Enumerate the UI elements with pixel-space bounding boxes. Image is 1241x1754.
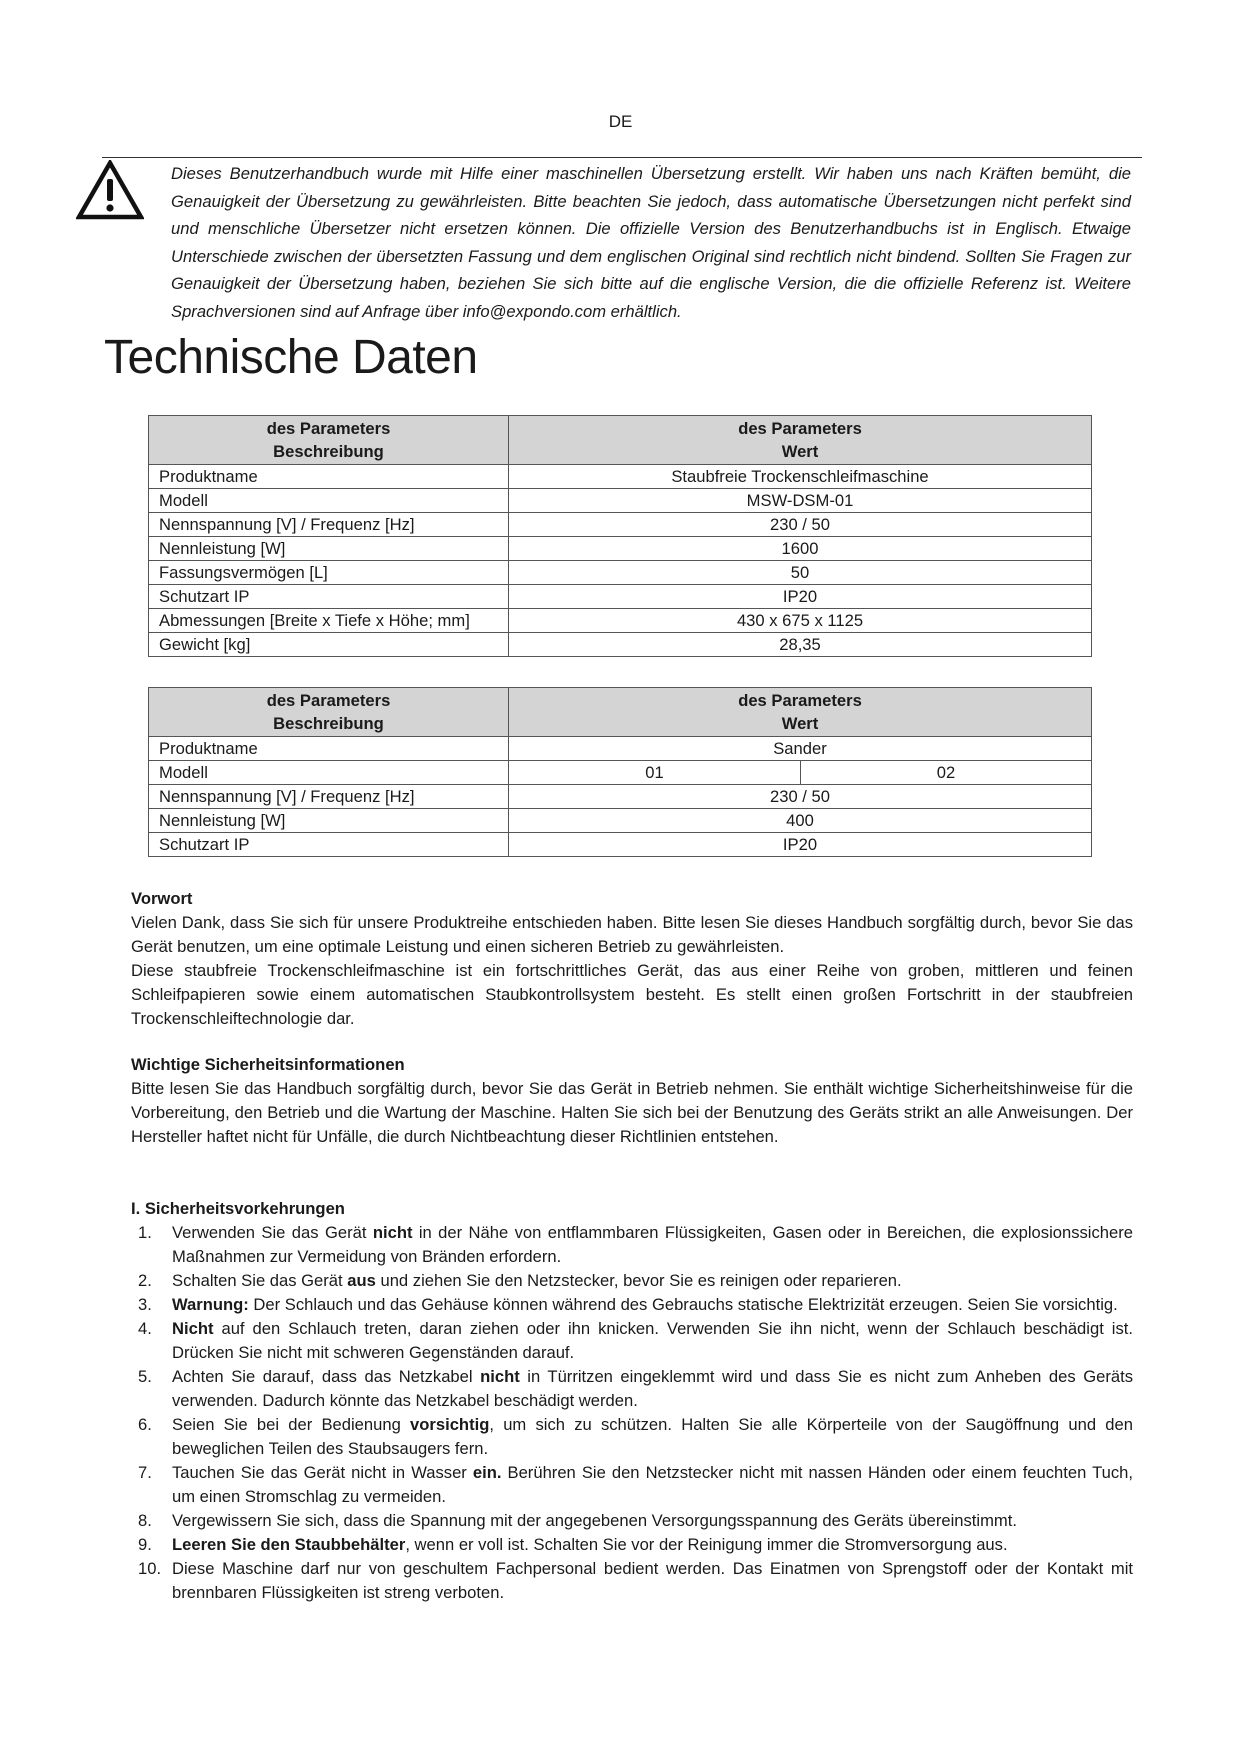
list-item <box>131 1365 1133 1413</box>
param-label: Nennspannung [V] / Frequenz [Hz] <box>149 513 509 537</box>
param-label: Produktname <box>149 465 509 489</box>
list-item-text-post: , wenn er voll ist. Schalten Sie vor der Reinigung immer die Stromversorgung aus. <box>405 1535 1008 1554</box>
list-item-text-pre: Diese Maschine darf nur von geschultem Fachpersonal bedient werden. Das Einatmen von Sprengstoff oder der Kontakt mit brennbaren Flüssigkeiten ist streng verboten. <box>172 1559 1133 1602</box>
param-label: Schutzart IP <box>149 833 509 857</box>
list-item-text-bold: aus <box>347 1271 376 1290</box>
param-label: Abmessungen [Breite x Tiefe x Höhe; mm] <box>149 609 509 633</box>
list-item <box>131 1269 1133 1293</box>
list-item <box>131 1509 1133 1533</box>
list-item-text-pre: Achten Sie darauf, dass das Netzkabel <box>172 1367 481 1386</box>
param-label: Modell <box>149 489 509 513</box>
param-value: 230 / 50 <box>509 513 1092 537</box>
table-header-row <box>149 688 1092 737</box>
table-row <box>149 785 1092 809</box>
param-label: Produktname <box>149 737 509 761</box>
list-item-text-post: , um sich zu schützen. Halten Sie alle Körperteile von der Saugöffnung und den beweglichen Teilen des Staubsaugers fern. <box>172 1415 1133 1458</box>
list-item-text-pre: Schalten Sie das Gerät <box>172 1271 348 1290</box>
table-row <box>149 585 1092 609</box>
list-item <box>131 1557 1133 1605</box>
table-row <box>149 513 1092 537</box>
param-value: 50 <box>509 561 1092 585</box>
header-value-line2: Wert <box>781 714 819 733</box>
list-item-number: 7. <box>138 1463 152 1482</box>
page-title: Technische Daten <box>104 331 478 384</box>
list-item <box>131 1461 1133 1509</box>
safety-info-text: Bitte lesen Sie das Handbuch sorgfältig durch, bevor Sie das Gerät in Betrieb nehmen. Sie enthält wichtige Sicherheitshinweise für die Vorbereitung, den Betrieb und die Wartung der Maschine. Halten Sie sich bei der Benutzung des Geräts strikt an alle Anweisungen. Der Hersteller haftet nicht für Unfälle, die durch Nichtbeachtung dieser Richtlinien entstehen. <box>131 1079 1133 1146</box>
list-item-number: 9. <box>138 1535 152 1554</box>
safety-info-heading: Wichtige Sicherheitsinformationen <box>131 1055 405 1074</box>
param-value: MSW-DSM-01 <box>509 489 1092 513</box>
table-row <box>149 809 1092 833</box>
list-item-number: 5. <box>138 1367 152 1386</box>
list-item-text-post: in Türritzen eingeklemmt wird und dass Sie es nicht zum Anheben des Geräts verwenden. Dadurch könnte das Netzkabel beschädigt werden. <box>172 1367 1133 1410</box>
foreword-section <box>131 887 1133 1031</box>
list-item-number: 3. <box>138 1295 152 1314</box>
list-item-number: 8. <box>138 1511 152 1530</box>
header-description <box>149 416 509 465</box>
param-value: Staubfreie Trockenschleifmaschine <box>509 465 1092 489</box>
header-value-line2: Wert <box>781 442 819 461</box>
param-value: 28,35 <box>509 633 1092 657</box>
page-language-label: DE <box>608 112 633 131</box>
param-label: Nennleistung [W] <box>149 537 509 561</box>
foreword-paragraph-2: Diese staubfreie Trockenschleifmaschine ist ein fortschrittliches Gerät, das aus einer Reihe von groben, mittleren und feinen Schleifpapieren sowie einem automatischen Staubkontrollsystem besteht. Es stellt einen großen Fortschritt in der staubfreien Trockenschleiftechnologie dar. <box>131 961 1133 1028</box>
list-item-text-pre: Verwenden Sie das Gerät <box>172 1223 373 1242</box>
list-item <box>131 1293 1133 1317</box>
table-row <box>149 737 1092 761</box>
param-label: Schutzart IP <box>149 585 509 609</box>
list-item-text-bold: Nicht <box>172 1319 214 1338</box>
param-value: IP20 <box>509 585 1092 609</box>
header-value-line1: des Parameters <box>738 691 862 710</box>
list-item-text-bold: nicht <box>480 1367 520 1386</box>
list-item-text-bold: ein. <box>472 1463 502 1482</box>
table-header-row <box>149 416 1092 465</box>
list-item-text-pre: Vergewissern Sie sich, dass die Spannung mit der angegebenen Versorgungsspannung des Geräts übereinstimmt. <box>172 1511 1017 1530</box>
list-item-text-post: Der Schlauch und das Gehäuse können während des Gebrauchs statische Elektrizität erzeugen. Seien Sie vorsichtig. <box>248 1295 1118 1314</box>
header-value-line1: des Parameters <box>738 419 862 438</box>
param-value: 1600 <box>509 537 1092 561</box>
param-label: Nennleistung [W] <box>149 809 509 833</box>
header-description-line1: des Parameters <box>266 419 391 438</box>
foreword-heading: Vorwort <box>131 889 193 908</box>
header-value <box>509 416 1092 465</box>
list-item-number: 2. <box>138 1271 152 1290</box>
table-row <box>149 489 1092 513</box>
header-description-line2: Beschreibung <box>273 714 384 733</box>
table-row <box>149 833 1092 857</box>
list-item-number: 6. <box>138 1415 152 1434</box>
list-item-text-bold: nicht <box>372 1223 413 1242</box>
list-item <box>131 1413 1133 1461</box>
foreword-paragraph-1: Vielen Dank, dass Sie sich für unsere Produktreihe entschieden haben. Bitte lesen Sie dieses Handbuch sorgfältig durch, bevor Sie das Gerät benutzen, um eine optimale Leistung und einen sicheren Betrieb zu gewährleisten. <box>131 913 1133 956</box>
warning-triangle-icon <box>76 160 144 220</box>
list-item-text-bold: Warnung: <box>172 1295 249 1314</box>
param-label: Nennspannung [V] / Frequenz [Hz] <box>149 785 509 809</box>
table-row <box>149 537 1092 561</box>
list-item-text-post: Berühren Sie den Netzstecker nicht mit nassen Händen oder einem feuchten Tuch, um einen Stromschlag zu vermeiden. <box>172 1463 1133 1506</box>
header-divider <box>102 157 1142 158</box>
param-label: Gewicht [kg] <box>149 633 509 657</box>
list-item-number: 10. <box>138 1559 162 1578</box>
spec-table-main <box>148 415 1092 657</box>
table-row <box>149 465 1092 489</box>
precautions-heading: I. Sicherheitsvorkehrungen <box>131 1199 345 1218</box>
header-description-line1: des Parameters <box>266 691 391 710</box>
header-description <box>149 688 509 737</box>
model-value-a: 01 <box>509 761 801 785</box>
list-item <box>131 1221 1133 1269</box>
list-item-text-bold: Leeren Sie den Staubbehälter <box>172 1535 406 1554</box>
param-label: Fassungsvermögen [L] <box>149 561 509 585</box>
list-item-text-pre: Tauchen Sie das Gerät nicht in Wasser <box>172 1463 473 1482</box>
translation-disclaimer: Dieses Benutzerhandbuch wurde mit Hilfe einer maschinellen Übersetzung erstellt. Wir haben uns nach Kräften bemüht, die Genauigkeit der Übersetzung zu gewährleisten. Bitte beachten Sie jedoch, dass automatische Übersetzungen nicht perfekt sind und menschliche Übersetzer nicht ersetzen können. Die offizielle Version des Benutzerhandbuchs ist in Englisch. Etwaige Unterschiede zwischen der übersetzten Fassung und dem englischen Original sind rechtlich nicht bindend. Sollten Sie Fragen zur Genauigkeit der Übersetzung haben, beziehen Sie sich bitte auf die englische Version, die die offizielle Referenz ist. Weitere Sprachversionen sind auf Anfrage über info@expondo.com erhältlich. <box>171 164 1131 321</box>
list-item-text-pre: Seien Sie bei der Bedienung <box>172 1415 411 1434</box>
precautions-section <box>131 1197 1133 1605</box>
header-description-line2: Beschreibung <box>273 442 384 461</box>
param-value: 430 x 675 x 1125 <box>509 609 1092 633</box>
model-value-b: 02 <box>801 761 1092 785</box>
table-row <box>149 633 1092 657</box>
list-item-number: 4. <box>138 1319 152 1338</box>
table-row <box>149 609 1092 633</box>
list-item <box>131 1533 1133 1557</box>
list-item-text-post: und ziehen Sie den Netzstecker, bevor Sie es reinigen oder reparieren. <box>375 1271 902 1290</box>
table-row <box>149 761 1092 785</box>
list-item-text-bold: vorsichtig <box>410 1415 490 1434</box>
list-item-text-post: in der Nähe von entflammbaren Flüssigkeiten, Gasen oder in Bereichen, die explosionssichere Maßnahmen zur Vermeidung von Bränden erfordern. <box>172 1223 1134 1266</box>
list-item-text-post: auf den Schlauch treten, daran ziehen oder ihn knicken. Verwenden Sie ihn nicht, wenn der Schlauch beschädigt ist. Drücken Sie nicht mit schweren Gegenständen darauf. <box>172 1319 1133 1362</box>
list-item-number: 1. <box>138 1223 152 1242</box>
param-value: Sander <box>509 737 1092 761</box>
table-row <box>149 561 1092 585</box>
param-value: 230 / 50 <box>509 785 1092 809</box>
precautions-list <box>131 1221 1133 1605</box>
param-label: Modell <box>149 761 509 785</box>
safety-info-section <box>131 1053 1133 1149</box>
param-value: 400 <box>509 809 1092 833</box>
header-value <box>509 688 1092 737</box>
list-item <box>131 1317 1133 1365</box>
param-value: IP20 <box>509 833 1092 857</box>
spec-table-sander <box>148 687 1092 857</box>
